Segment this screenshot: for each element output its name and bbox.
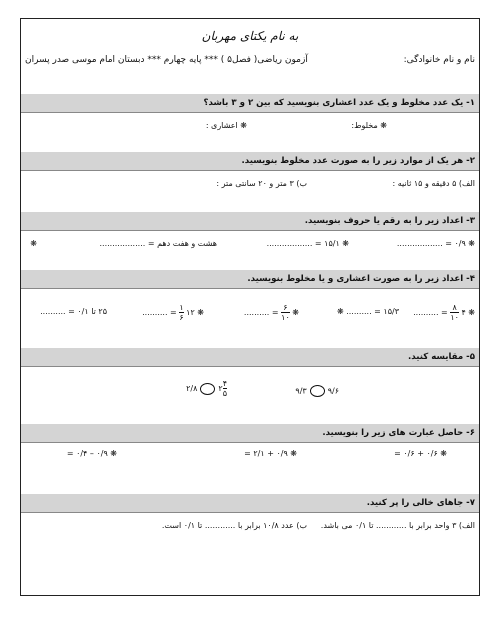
- q4-item-2-bullet: ❋: [336, 307, 344, 316]
- q2-item-a: الف) ۵ دقیقه و ۱۵ ثانیه :: [392, 179, 475, 188]
- q2-item-b: ب) ۳ متر و ۲۰ سانتی متر :: [216, 179, 307, 188]
- q6-item-1: ❋ ۰/۶ + ۰/۶ =: [394, 449, 447, 458]
- q5-a-left: ۹/۳: [295, 386, 307, 396]
- q4-item-4-tail: = ..........: [142, 308, 177, 317]
- q4-item-1-num: ۸: [452, 303, 457, 312]
- q4-item-3-den: ۱۰: [281, 313, 290, 322]
- q4-item-3-fraction: [281, 303, 290, 322]
- question-4: [21, 270, 479, 349]
- q4-item-2-text: ۱۵/۳ = ..........: [346, 307, 399, 316]
- q5-b-left: ۲/۸: [186, 384, 198, 393]
- q5-b-den: ۵: [222, 389, 227, 398]
- q6-item-2: ❋ ۰/۹ + ۲/۱ =: [244, 449, 297, 458]
- question-6: [21, 424, 479, 495]
- q3-item-3: هشت و هفت دهم = ..................: [99, 239, 217, 248]
- q4-item-3-num: ۶: [283, 303, 288, 312]
- sheet-title: به نام یکتای مهربان: [201, 29, 299, 43]
- q7-item-b: ب) عدد ۱۰/۸ برابر با ............ تا ۰/۱ است.: [161, 521, 307, 530]
- question-1: [21, 94, 479, 153]
- q4-item-1: [413, 303, 475, 322]
- q5-b-blank-circle[interactable]: [200, 383, 215, 395]
- q4-item-1-tail: = ..........: [413, 308, 448, 317]
- q4-item-3: [244, 303, 299, 322]
- q1-decimal: ❋ اعشاری :: [205, 121, 247, 130]
- q4-item-4-num: ۱: [179, 303, 184, 312]
- question-7-title: ۷- جاهای خالی را پر کنید.: [21, 494, 479, 513]
- q4-item-1-fraction: [450, 303, 459, 322]
- q5-b-whole: ۲: [218, 384, 223, 393]
- q4-item-5: ۲۵ تا ۰/۱ = ..........: [40, 307, 107, 316]
- q4-item-2: [337, 307, 399, 316]
- question-2: [21, 152, 479, 213]
- q4-item-3-bullet: ❋: [292, 308, 299, 317]
- exam-sheet: [20, 18, 480, 596]
- question-2-title: ۲- هر یک از موارد زیر را به صورت عدد مخلوط بنویسید.: [21, 152, 479, 171]
- q1-mixed: ❋ مخلوط:: [351, 121, 387, 130]
- question-1-title: ۱- یک عدد مخلوط و یک عدد اعشاری بنویسید که بین ۲ و ۳ باشد؟: [21, 94, 479, 113]
- question-6-title: ۶- حاصل عبارت های زیر را بنویسید.: [21, 424, 479, 443]
- q6-item-3: ❋ ۰/۹ – ۰/۴ =: [66, 449, 117, 458]
- q3-item-1: ❋ ۰/۹ = ..................: [396, 239, 475, 248]
- q5-compare-a: [295, 385, 339, 397]
- q5-a-blank-circle[interactable]: [310, 385, 325, 397]
- question-5-title: ۵- مقایسه کنید.: [21, 348, 479, 367]
- name-label: نام و نام خانوادگی:: [403, 55, 475, 65]
- q4-item-4-den: ۶: [179, 313, 184, 322]
- q5-compare-b: [186, 379, 227, 398]
- question-7: [21, 494, 479, 595]
- exam-info: آزمون ریاضی( فصل۵ ) *** پایه چهارم *** دبستان امام موسی صدر پسران: [25, 55, 308, 65]
- q4-item-3-tail: = ..........: [243, 308, 279, 317]
- q4-item-1-whole: ❋ ۴: [461, 308, 475, 317]
- question-3: [21, 212, 479, 271]
- q3-item-2: ❋ ۱۵/۱ = ..................: [266, 239, 349, 248]
- q4-item-4: [142, 303, 204, 322]
- question-4-title: ۴- اعداد زیر را به صورت اعشاری و یا مخلوط بنویسید.: [21, 270, 479, 289]
- question-5: [21, 348, 479, 425]
- q5-a-right: ۹/۶: [327, 386, 339, 396]
- q5-b-num: ۴: [222, 379, 227, 388]
- q4-item-4-whole: ❋ ۱۲: [186, 308, 204, 317]
- q3-item-4: ❋: [30, 239, 37, 248]
- exam-header: [21, 19, 479, 95]
- q5-b-fraction: [223, 379, 227, 398]
- q4-item-4-fraction: [179, 303, 183, 322]
- question-3-title: ۳- اعداد زیر را به رقم یا حروف بنویسید.: [21, 212, 479, 231]
- q4-item-1-den: ۱۰: [450, 313, 459, 322]
- q7-item-a: الف) ۳ واحد برابر با ............ تا ۰/۱ می باشد.: [320, 521, 475, 530]
